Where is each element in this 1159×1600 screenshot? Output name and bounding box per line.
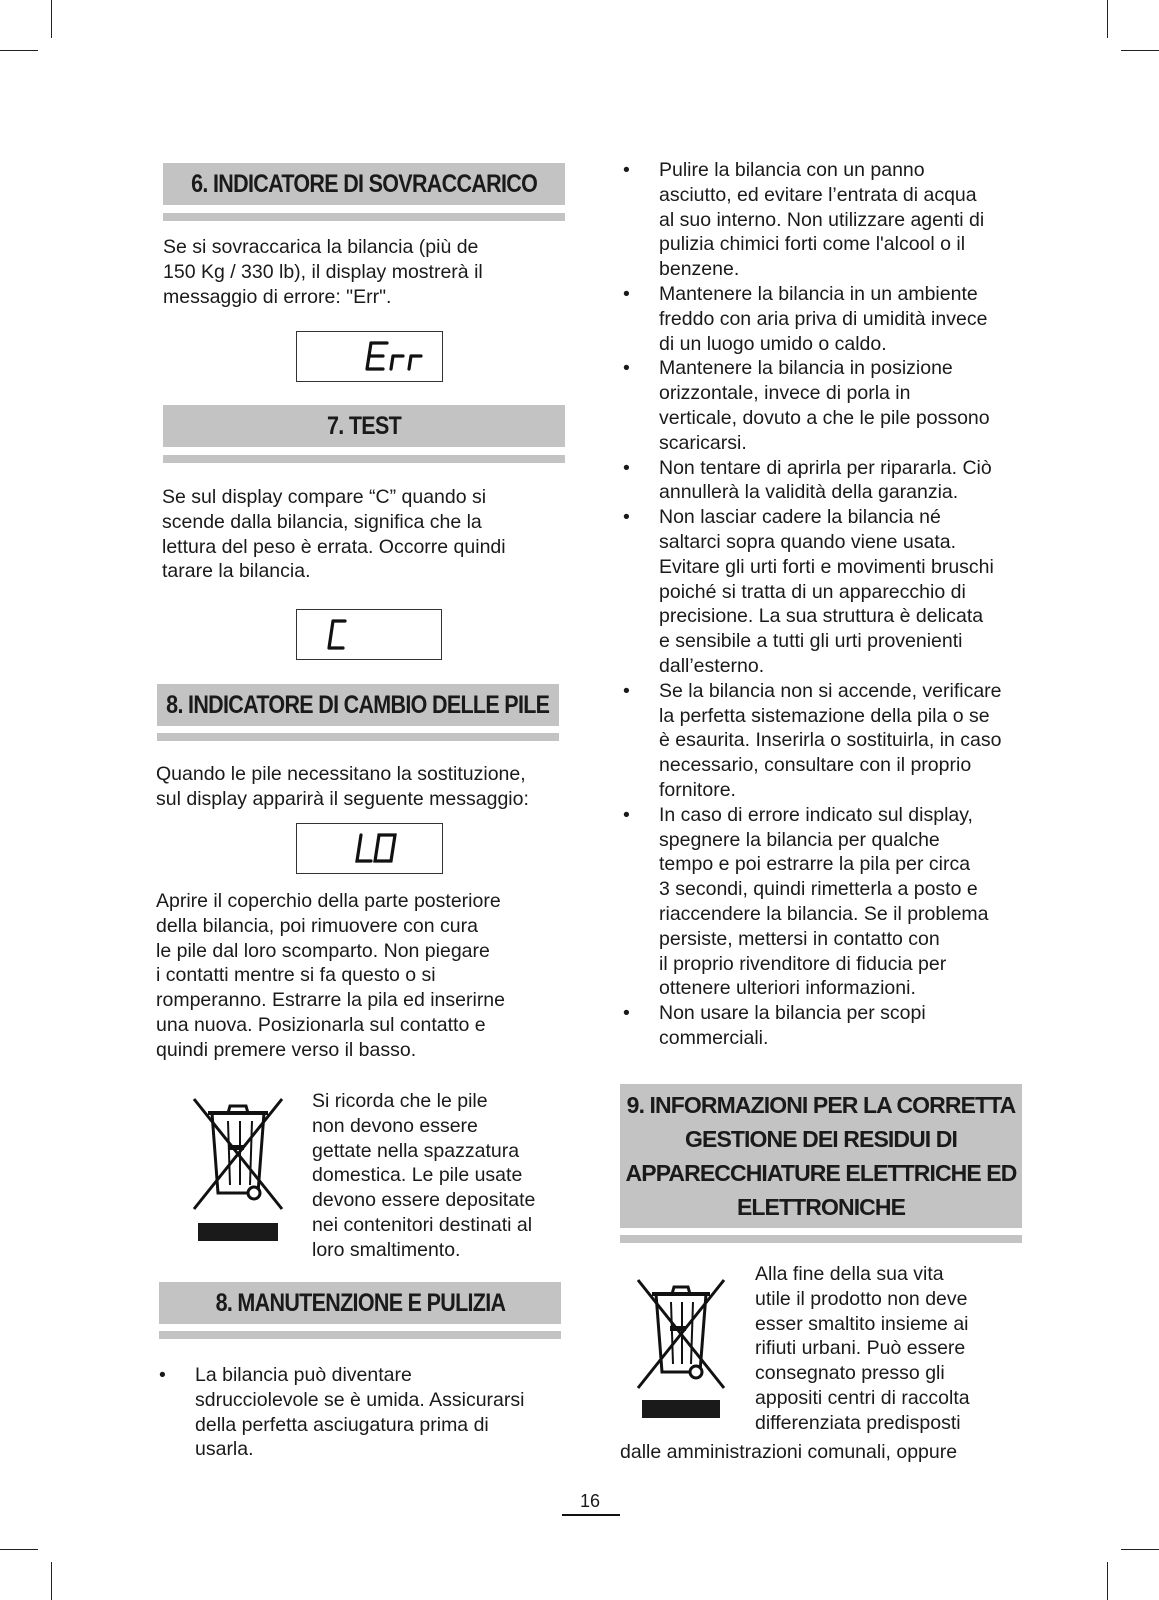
bullet-glyph: •: [623, 456, 630, 479]
text-line: In caso di errore indicato sul display,: [659, 803, 973, 826]
text-line: quindi premere verso il basso.: [156, 1038, 417, 1061]
crop-mark: [1121, 50, 1159, 51]
lcd-display-lo: [296, 823, 443, 874]
section-9-text-continued: [620, 1440, 957, 1465]
text-line: Pulire la bilancia con un panno: [659, 159, 925, 181]
text-line: loro smaltimento.: [312, 1238, 461, 1261]
text-line: Se sul display compare “C” quando si: [162, 486, 487, 508]
section-6-heading: [163, 163, 565, 205]
section-9-heading: [620, 1084, 1022, 1228]
text-line: freddo con aria priva di umidità invece: [659, 307, 988, 330]
section-9-text: [755, 1262, 970, 1436]
bullet-glyph: •: [623, 159, 630, 181]
list-item: [621, 505, 1041, 679]
text-line: Non tentare di aprirla per ripararla. Ciò: [659, 456, 992, 479]
text-line: fornitore.: [659, 778, 736, 801]
text-line: Mantenere la bilancia in un ambiente: [659, 282, 978, 305]
text-line: scaricarsi.: [659, 431, 747, 454]
text-line: scende dalla bilancia, significa che la: [162, 510, 482, 533]
bullet-glyph: •: [159, 1364, 166, 1386]
text-line: rifiuti urbani. Può essere: [755, 1337, 966, 1360]
text-line: Si ricorda che le pile: [312, 1090, 488, 1112]
text-line: consegnato presso gli: [755, 1362, 945, 1385]
list-item: [621, 679, 1041, 803]
section-8-battery-heading: [157, 684, 559, 726]
crop-mark: [1107, 1562, 1108, 1600]
text-line: Non usare la bilancia per scopi: [659, 1002, 926, 1025]
list-item: [621, 456, 1041, 506]
lcd-display-err: [296, 331, 443, 382]
text-line: sul display apparirà il seguente messaggio:: [156, 787, 529, 810]
text-line: usarla.: [195, 1438, 254, 1461]
text-line: pulizia chimici forti come l'alcool o il: [659, 233, 966, 256]
title-line: 9. INFORMAZIONI PER LA CORRETTA: [626, 1092, 1016, 1118]
maintenance-bullet-list: [157, 1363, 577, 1462]
bullet-glyph: •: [623, 506, 630, 529]
text-line: saltarci sopra quando viene usata.: [659, 530, 957, 553]
title-line: APPARECCHIATURE ELETTRICHE ED: [625, 1160, 1017, 1186]
lcd-err-glyphs: [297, 332, 442, 381]
text-line: persiste, mettersi in contatto con: [659, 927, 940, 950]
heading-underline: [163, 213, 565, 221]
text-line: riaccendere la bilancia. Se il problema: [659, 902, 989, 925]
text-line: benzene.: [659, 258, 740, 281]
crop-mark: [51, 1562, 52, 1600]
section-6-text: [163, 235, 483, 309]
heading-underline: [159, 1331, 561, 1339]
text-line: domestica. Le pile usate: [312, 1164, 523, 1187]
list-item: [157, 1363, 577, 1462]
title-line: ELETTRONICHE: [736, 1194, 906, 1220]
section-8-battery-title: 8. INDICATORE DI CAMBIO DELLE PILE: [166, 690, 550, 719]
lcd-display-c: [296, 609, 442, 660]
text-line: messaggio di errore: "Err".: [163, 285, 392, 308]
section-8-maintenance-title: 8. MANUTENZIONE E PULIZIA: [215, 1288, 505, 1317]
list-item: [621, 803, 1041, 1001]
text-line: romperanno. Estrarre la pila ed inserirne: [156, 989, 506, 1012]
care-bullet-list: [621, 158, 1041, 1051]
text-line: differenziata predisposti: [755, 1411, 961, 1434]
text-line: necessario, consultare con il proprio: [659, 754, 972, 777]
section-7-heading: [163, 405, 565, 447]
section-6-title: 6. INDICATORE DI SOVRACCARICO: [191, 169, 537, 198]
text-line: devono essere depositate: [312, 1189, 536, 1212]
text-line: spegnere la bilancia per qualche: [659, 828, 940, 851]
crop-mark: [1107, 0, 1108, 38]
section-7-title: 7. TEST: [326, 411, 402, 440]
text-line: dall’esterno.: [659, 654, 765, 677]
section-8-maintenance-heading: [159, 1282, 561, 1324]
text-line: di un luogo umido o caldo.: [659, 332, 887, 355]
heading-underline: [163, 455, 565, 463]
title-line: GESTIONE DEI RESIDUI DI: [685, 1126, 957, 1152]
heading-underline: [157, 733, 559, 741]
section-8-battery-text: [156, 762, 529, 812]
text-line: al suo interno. Non utilizzare agenti di: [659, 208, 985, 231]
text-line: è esaurita. Inserirla o sostituirla, in caso: [659, 729, 1002, 752]
crop-mark: [0, 1549, 38, 1550]
crop-mark: [1121, 1549, 1159, 1550]
text-line: Se si sovraccarica la bilancia (più de: [163, 236, 479, 258]
text-line: Mantenere la bilancia in posizione: [659, 357, 953, 380]
heading-underline: [620, 1235, 1022, 1243]
section-8-battery-instructions: [156, 889, 505, 1063]
text-line: poiché si tratta di un apparecchio di: [659, 580, 966, 603]
text-line: nei contenitori destinati al: [312, 1213, 533, 1236]
page-number: 16: [580, 1491, 601, 1511]
crossed-bin-icon: [190, 1093, 290, 1243]
text-line: 150 Kg / 330 lb), il display mostrerà il: [163, 260, 483, 283]
text-line: appositi centri di raccolta: [755, 1386, 970, 1409]
text-line: della perfetta asciugatura prima di: [195, 1413, 489, 1436]
text-line: ottenere ulteriori informazioni.: [659, 977, 916, 1000]
bullet-glyph: •: [623, 357, 630, 380]
crossed-bin-icon: [634, 1276, 734, 1422]
bullet-glyph: •: [623, 282, 630, 305]
bullet-glyph: •: [623, 679, 630, 702]
text-line: la perfetta sistemazione della pila o se: [659, 704, 990, 727]
section-9-title: [626, 1088, 1017, 1224]
text-line: Non lasciar cadere la bilancia né: [659, 506, 941, 529]
crop-mark: [0, 50, 38, 51]
text-line: i contatti mentre si fa questo o si: [156, 964, 436, 987]
battery-disposal-note: [312, 1089, 535, 1263]
text-line: una nuova. Posizionarla sul contatto e: [156, 1013, 486, 1036]
text-line: il proprio rivenditore di fiducia per: [659, 952, 947, 975]
text-line: 3 secondi, quindi rimetterla a posto e: [659, 878, 978, 901]
text-line: della bilancia, poi rimuovere con cura: [156, 914, 478, 937]
crop-mark: [51, 0, 52, 38]
bullet-glyph: •: [623, 1002, 630, 1025]
text-line: dalle amministrazioni comunali, oppure: [620, 1441, 958, 1463]
text-line: gettate nella spazzatura: [312, 1139, 520, 1162]
text-line: utile il prodotto non deve: [755, 1287, 968, 1310]
text-line: le pile dal loro scomparto. Non piegare: [156, 939, 490, 962]
text-line: sdrucciolevole se è umida. Assicurarsi: [195, 1388, 525, 1411]
list-item: [621, 282, 1041, 356]
list-item: [621, 1001, 1041, 1051]
bullet-glyph: •: [623, 803, 630, 826]
text-line: asciutto, ed evitare l’entrata di acqua: [659, 183, 977, 206]
text-line: non devono essere: [312, 1114, 478, 1137]
text-line: Aprire il coperchio della parte posteriore: [156, 890, 501, 912]
text-line: Evitare gli urti forti e movimenti bruschi: [659, 555, 994, 578]
text-line: Se la bilancia non si accende, verificare: [659, 679, 1002, 702]
text-line: tempo e poi estrarre la pila per circa: [659, 853, 971, 876]
section-7-text: [162, 485, 506, 584]
text-line: lettura del peso è errata. Occorre quindi: [162, 535, 506, 558]
text-line: tarare la bilancia.: [162, 560, 311, 583]
list-item: [621, 158, 1041, 282]
lcd-lo-glyphs: [297, 824, 442, 873]
page-number-underline: [562, 1514, 620, 1516]
lcd-c-glyph: [297, 610, 441, 659]
text-line: verticale, dovuto a che le pile possono: [659, 406, 990, 429]
text-line: La bilancia può diventare: [195, 1364, 412, 1386]
text-line: precisione. La sua struttura è delicata: [659, 605, 984, 628]
list-item: [621, 356, 1041, 455]
text-line: orizzontale, invece di porla in: [659, 382, 911, 405]
text-line: esser smaltito insieme ai: [755, 1312, 969, 1335]
text-line: Alla fine della sua vita: [755, 1263, 944, 1285]
text-line: annullerà la validità della garanzia.: [659, 481, 959, 504]
text-line: commerciali.: [659, 1026, 769, 1049]
text-line: Quando le pile necessitano la sostituzione,: [156, 763, 526, 785]
text-line: e sensibile a tutti gli urti provenienti: [659, 630, 963, 653]
